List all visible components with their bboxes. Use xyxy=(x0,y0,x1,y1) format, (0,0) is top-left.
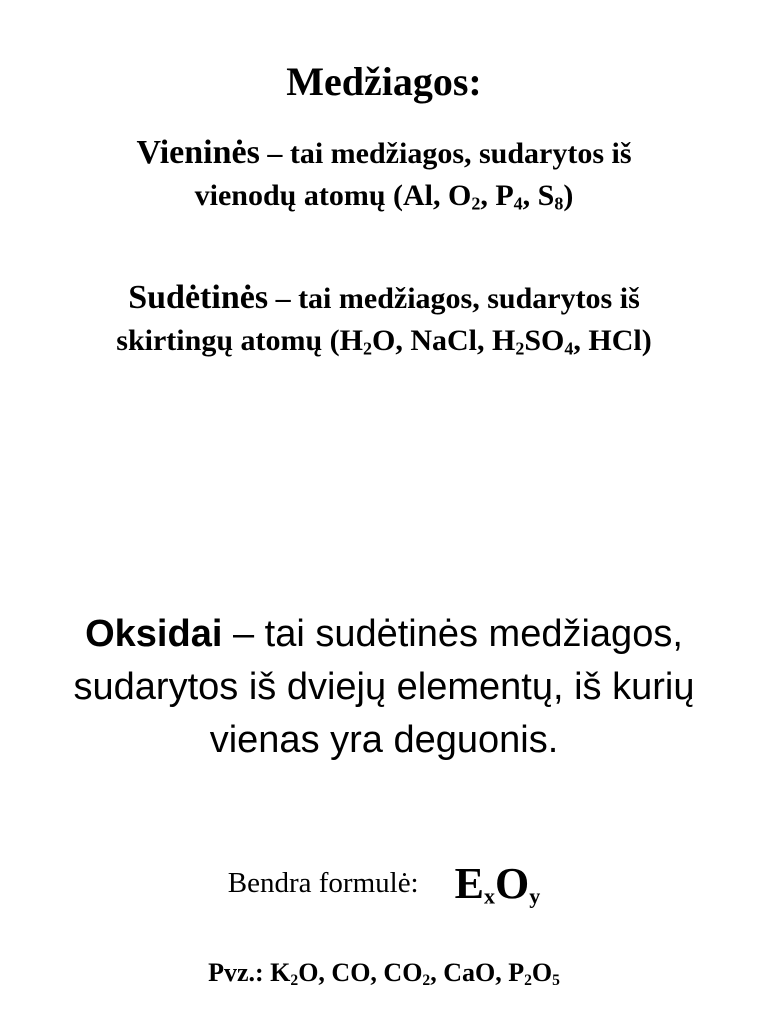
page-title: Medžiagos: xyxy=(286,59,482,104)
subscript: 2 xyxy=(524,971,532,989)
simple-line-2 xyxy=(0,175,768,217)
compound-line2-text: skirtingų atomų (H xyxy=(116,324,363,357)
formula-text: O, NaCl, H xyxy=(372,324,516,357)
oxides-line1-text: – tai sudėtinės medžiagos, xyxy=(222,613,683,655)
simple-text: – tai medžiagos, sudarytos iš xyxy=(259,137,632,170)
formula-element-e: E xyxy=(454,859,484,908)
oxides-line-3: vienas yra deguonis. xyxy=(209,719,559,761)
formula-text: , HCl) xyxy=(573,324,652,357)
close-paren: ) xyxy=(563,179,574,212)
compound-substances-definition xyxy=(0,277,768,362)
compound-line-1 xyxy=(0,277,768,320)
formula-text: , CaO, P xyxy=(430,958,525,987)
subscript: 4 xyxy=(564,338,574,359)
formula-expression xyxy=(455,859,541,908)
compound-line-2 xyxy=(0,320,768,362)
oxides-definition xyxy=(0,608,768,767)
formula-text: O, CO, CO xyxy=(298,958,423,987)
separator: , S xyxy=(522,179,555,212)
subscript: 2 xyxy=(471,193,481,214)
formula-label: Bendra formulė: xyxy=(227,867,419,899)
subscript: 4 xyxy=(513,193,523,214)
compound-term: Sudėtinės xyxy=(128,279,269,316)
formula-text: K xyxy=(270,958,291,987)
subscript: 5 xyxy=(552,971,560,989)
formula-element-o: O xyxy=(494,859,530,908)
oxides-line-2: sudarytos iš dviejų elementų, iš kurių xyxy=(73,666,695,708)
simple-line-1 xyxy=(0,132,768,175)
subscript: 2 xyxy=(422,971,431,989)
subscript: 8 xyxy=(554,193,564,214)
formula-text: SO xyxy=(524,324,565,357)
simple-substances-definition xyxy=(0,132,768,217)
subscript: 2 xyxy=(515,338,525,359)
examples-label: Pvz.: xyxy=(208,958,271,987)
examples-line xyxy=(0,958,768,988)
oxides-line-1 xyxy=(0,608,768,661)
separator: , P xyxy=(480,179,514,212)
subscript: 2 xyxy=(290,971,299,989)
subscript: x xyxy=(483,883,495,909)
simple-line2-text: vienodų atomų (Al, O xyxy=(194,179,472,212)
oxides-term: Oksidai xyxy=(85,613,223,655)
subscript: y xyxy=(529,883,541,909)
subscript: 2 xyxy=(363,338,372,359)
general-formula xyxy=(0,858,768,909)
simple-term: Vieninės xyxy=(136,134,260,171)
compound-text: – tai medžiagos, sudarytos iš xyxy=(268,282,640,315)
formula-text: O xyxy=(531,958,553,987)
